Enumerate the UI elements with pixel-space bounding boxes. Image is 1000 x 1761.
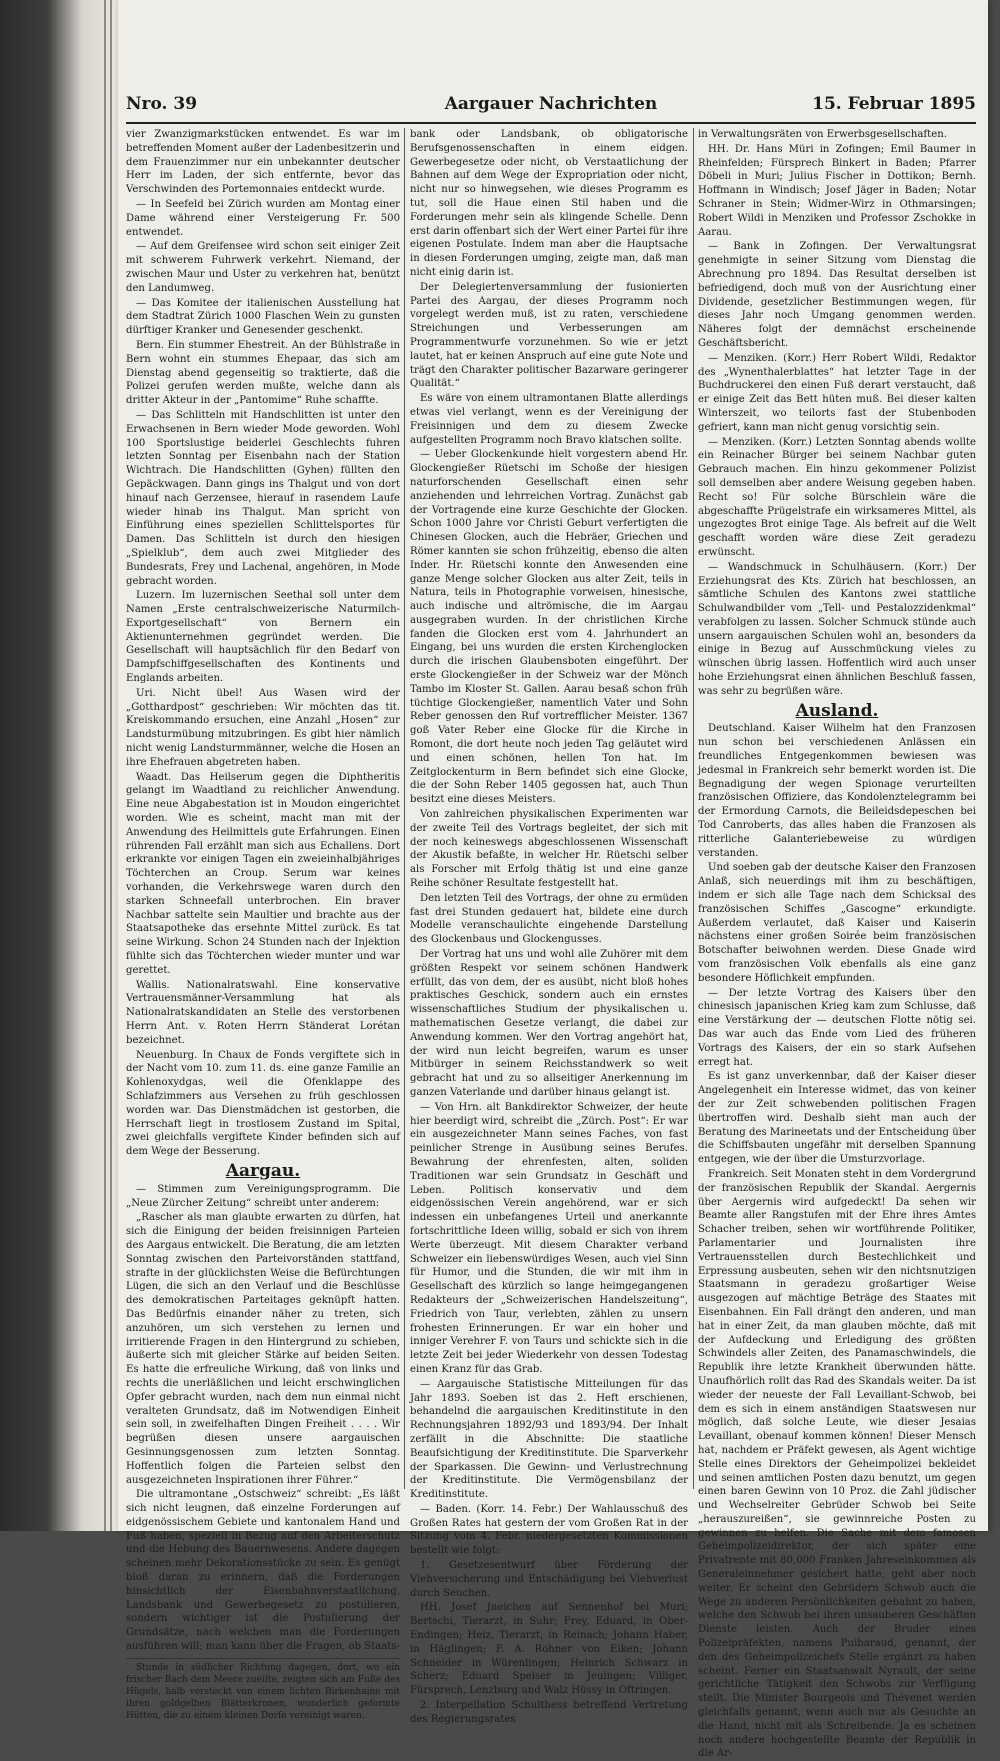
footnote-rule (126, 1658, 400, 1659)
article-paragraph: — Von Hrn. alt Bankdirektor Schweizer, der heute hier beerdigt wird, schreibt die „Zürch. Post“: Er war ein ausgezeichneter Mann seines Faches, von fast peinlicher Strenge in Ausübung seines Berufes. Bewahrung der ehrenfesten, alten, soliden Traditionen war sein Grundsatz in Geschäft und Leben. Politisch konservativ und dem eidgenössischen Verein angehörend, war er sich indessen ein unbefangenes Urteil und anerkannte fortschrittliche Ideen willig, sobald er sich von ihrem Werte überzeugt. Mit diesem Charakter verband Schweizer ein liebenswürdiges Wesen, auch viel Sinn für Humor, und die Stunden, die wir mit ihm in Gesellschaft des kürzlich so lange heimgegangenen Redakteurs der „Schweizerischen Handelszeitung“, Friedrich von Taur, verlebten, zählen zu unsern frohesten Erinnerungen. Er war ein hoher und inniger Verehrer F. von Taurs und schickte sich in die letzte Zeit bei jeder Wiederkehr von dessen Todestag einen Kranz für das Grab. (410, 1101, 688, 1375)
feuilleton-footnote: Stunde in südlicher Richtung dagegen, dort, wo ein frischer Bach dem Meere zueilte, zeigten sich am Fuße des Hügels, halb versteckt von einem lichten Birkenhaine mit ihren goldgelben Blätterkronen, wunderlich geformte Hütten, die zu einem kleinen Dorfe vereinigt waren. (126, 1662, 400, 1721)
article-paragraph: bank oder Landsbank, ob obligatorische Berufsgenossenschaften in einem eidgen. Gewerbegesetze oder nicht, ob Verstaatlichung der Bahnen auf dem Wege der Expropriation oder nicht, nicht nur so hinwegsehen, wie dieses Programm es tut, soll die Haue einen Stil haben und die Forderungen mehr sein als klingende Schelle. Denn erst darin offenbart sich der Wert einer Partei für ihre eigenen Postulate. Indem man aber die Hauptsache in diesen Forderungen umging, zeigte man, daß man nicht einig darin ist. (410, 129, 688, 278)
article-paragraph: — Das Schlitteln mit Handschlitten ist unter den Erwachsenen in Bern wieder Mode geworden. Wohl 100 Sportslustige beiderlei Geschlechts fuhren letzten Sonntag per Eisenbahn nach der Station Wichtrach. Die Handschlitten (Gyhen) füllten den Gepäckwagen. Dann gings ins Thalgut und von dort hinauf nach Gerzensee, hierauf in rasendem Laufe wieder hinab ins Thalgut. Man spricht von Einführung eines speziellen Schlittelsportes für Damen. Das Schlitteln ist durch den hiesigen „Spielklub“, dem auch zwei Mitglieder des Bundesrats, Frey und Lachenal, angehören, in Mode gebracht worden. (126, 409, 400, 587)
issue-number: Nro. 39 (126, 94, 198, 114)
page-header (126, 94, 976, 120)
article-paragraph: in Verwaltungsräten von Erwerbsgesellschaften. (698, 129, 947, 140)
column-3 (698, 128, 976, 1760)
article-paragraph: Die ultramontane „Ostschweiz“ schreibt: „Es läßt sich nicht leugnen, daß einzelne Forderungen auf eidgenössischem Gebiete und kantonalem Hand und Fuß haben, speziell in Bezug auf den Arbeiterschutz und die Hebung des Bauernwesens. Andere dagegen scheinen mehr Dekorationsstücke zu sein. Es genügt bloß daran zu erinnern, daß die Forderungen hinsichtlich der Eisenbahnverstaatlichung, Landsbank und Gewerbegesetz zu postulieren, sondern wichtiger ist die Postulierung der Grundsätze, nach welchen man die Forderungen ausführen will; man kann über die Fragen, ob Staats- (126, 1489, 400, 1653)
article-paragraph: HH. Josef Jneichen auf Sennenhof bei Muri; Bertschi, Tierarzt, in Suhr; Frey, Eduard, in Ober-Endingen; Heiz, Tierarzt, in Reinach; Johann Haber, in Häglingen; F. A. Rohner von Eiken; Johann Schneider in Würenlingen; Heinrich Schwarz in Scherz; Eduard Speiser in Jeuingen; Villiger, Fürsprech, Lenzburg und Walz Hüssy in Oftringen. (410, 1602, 688, 1697)
article-paragraph: Luzern. Im luzernischen Seethal soll unter dem Namen „Erste centralschweizerische Naturmilch-Exportgesellschaft“ von Bernern ein Aktienunternehmen gegründet werden. Die Gesellschaft will hauptsächlich für den Bedarf von Dampfschiffgesellschaften des Kontinents und Englands arbeiten. (126, 590, 400, 685)
article-paragraph: Wallis. Nationalratswahl. Eine konservative Vertrauensmänner-Versammlung hat als Nationalratskandidaten an Stelle des verstorbenen Herrn Ant. v. Roten Herrn Ständerat Lorétan bezeichnet. (126, 979, 400, 1046)
article-paragraph: — Auf dem Greifensee wird schon seit einiger Zeit mit schwerem Fuhrwerk verkehrt. Niemand, der zwischen Maur und Uster zu verkehren hat, benützt den Landumweg. (126, 241, 400, 294)
page-edge-line (104, 0, 106, 1531)
masthead-title: Aargauer Nachrichten (444, 94, 658, 114)
article-paragraph: Den letzten Teil des Vortrags, der ohne zu ermüden fast drei Stunden gedauert hat, bildete eine durch Modelle veranschaulichte eingehende Darstellung des Glockenbaus und Glockengusses. (410, 892, 688, 946)
article-paragraph: — Ueber Glockenkunde hielt vorgestern abend Hr. Glockengießer Rüetschi im Schoße der hiesigen naturforschenden Gesellschaft einen sehr anziehenden und lehrreichen Vortrag. Zunächst gab der Vortragende eine kurze Geschichte der Glocken. Schon 1000 Jahre vor Christi Geburt verfertigten die Chinesen Glocken, auch die Hebräer, Griechen und Römer kannten sie schon frühzeitig, ebenso die alten Inder. Hr. Rüetschi konnte den Anwesenden eine ganze Menge solcher Glocken aus alter Zeit, teils in Natura, teils in Photographie vorweisen, hinesische, auch indische und altrömische, die im Aargau ausgegraben wurden. In der christlichen Kirche fanden die Glocken erst vom 4. Jahrhundert an Eingang, bei uns wurden die ersten Kirchenglocken durch die irischen Glaubensboten eingeführt. Der erste Glockengießer in der Schweiz war der Mönch Tambo im Kloster St. Gallen. Aarau besaß schon früh tüchtige Glockengießer, namentlich Vater und Sohn Reber genossen den Ruf vortrefflicher Meister. 1367 goß Vater Reber eine Glocke für die Kirche in Romont, die dort heute noch jeden Tag geläutet wird und einen schönen, hellen Ton hat. Im Zeitglockenturm in Bern befindet sich eine Glocke, die der Sohn Reber 1405 gegossen hat, auch Thun besitzt eine dieses Meisters. (410, 449, 688, 806)
article-paragraph: — Baden. (Korr. 14. Febr.) Der Wahlausschuß des Großen Rates hat gestern der vom Großen Rat in der Sitzung vom 4. Febr. niedergesetzten Kommissionen bestellt wie folgt: (410, 1503, 688, 1557)
article-paragraph: Es ist ganz unverkennbar, daß der Kaiser dieser Angelegenheit ein Interesse widmet, das von keiner der zur Zeit schwebenden politischen Fragen übertroffen wird. Deshalb sieht man auch der Beratung des Marineetats und der Entscheidung über die Schiffsbauten ungefähr mit derselben Spannung entgegen, wie der über die Umsturzvorlage. (698, 1071, 976, 1166)
article-paragraph: — Der letzte Vortrag des Kaisers über den chinesisch japanischen Krieg kam zum Schlusse, daß eine Verstärkung der — deutschen Flotte nötig sei. Das war auch das Ende vom Lied des früheren Vortrags des Kaisers, der ein so stark Aufsehen erregt hat. (698, 987, 976, 1068)
column-divider (693, 128, 694, 1489)
article-paragraph: — Menziken. (Korr.) Letzten Sonntag abends wollte ein Reinacher Bürger bei seinem Nachbar guten Gebrauch machen. Ein hinzu gekommener Polizist soll demselben aber andere Weisung gegeben haben. Recht so! Für solche Bürschlein wäre die abgeschaffte Prügelstrafe ein wirksameres Mittel, als ungezogtes Brot einige Tage. Als befreit auf die Welt geschafft worden wäre diese Zeit geradezu erwünscht. (698, 436, 976, 558)
article-paragraph: Der Vortrag hat uns und wohl alle Zuhörer mit dem größten Respekt vor seinem schönen Handwerk erfüllt, das von dem, der es ausübt, nicht bloß hohes praktisches Geschick, sondern auch ein ernstes wissenschaftliches Studium der physikalischen u. mathematischen Gesetze verlangt, die dabei zur Anwendung kommen. Wer den Vortrag angehört hat, der wird nun leicht begreifen, warum es unser Mitbürger in seinem Reichsstandwerk so weit gebracht hat und zu so allseitiger Anerkennung im ganzen Vaterlande und darüber hinaus gelangt ist. (410, 949, 688, 1098)
article-paragraph: 1. Gesetzesentwurf über Förderung der Viehversicherung und Entschädigung bei Viehverlust durch Seuchen. (410, 1560, 688, 1599)
header-rule (126, 122, 976, 124)
article-paragraph: — Bank in Zofingen. Der Verwaltungsrat genehmigte in seiner Sitzung vom Dienstag die Abrechnung pro 1894. Das Resultat derselben ist befriedigend, doch muß von der Ausrichtung einer Dividende, gesetzlicher Bestimmungen wegen, für dieses Jahr noch Umgang genommen werden. Näheres folgt der demnächst erscheinende Geschäftsbericht. (698, 241, 976, 349)
article-paragraph: „Rascher als man glaubte erwarten zu dürfen, hat sich die Einigung der beiden freisinnigen Parteien des Aargaus entwickelt. Die Beratung, die am letzten Sonntag zwischen den Parteivorständen stattfand, strafte in der glücklichsten Weise die Befürchtungen Lügen, die sich an den Verlauf und die Beschlüsse des demokratischen Parteitages geknüpft hatten. Das Bedürfnis einander näher zu treten, sich anzuhören, um sich verstehen zu lernen und irritierende Fragen in den Hintergrund zu schieben, äußerte sich mit gleicher Stärke auf beiden Seiten. Es hatte die erfreuliche Wirkung, daß von links und rechts die unerläßlichen und leicht erschwinglichen Opfer gebracht wurden, nach dem nun einmal nicht veralteten Grundsatz, daß im Notwendigen Einheit sein soll, in zweifelhaften Dingen Freiheit . . . . Wir begrüßen diesen unsere aargauischen Gesinnungsgenossen zum letzten Sonntag. Hoffentlich folgen die Parteien selbst den ausgezeichneten Inspirationen ihrer Führer.“ (126, 1212, 400, 1486)
article-paragraph: — Stimmen zum Vereinigungsprogramm. Die „Neue Zürcher Zeitung“ schreibt unter anderem: (126, 1183, 400, 1209)
article-paragraph: Uri. Nicht übel! Aus Wasen wird der „Gotthardpost“ geschrieben: Wir möchten das tit. Kreiskommando ersuchen, eine Anzahl „Hosen“ zur Landsturmübung mitzubringen. Es gibt hier nämlich nicht wenig Landsturmmänner, welche die Hosen an ihre Ehefrauen abgetreten haben. (126, 687, 400, 768)
article-paragraph: Frankreich. Seit Monaten steht in dem Vordergrund der französischen Republik der Skandal. Aergernis über Aergernis wird aufgedeckt! Da sehen wir Beamte aller Rangstufen mit der Ehre ihres Amtes Schacher treiben, sehen wir wortführende Politiker, Parlamentarier und Journalisten ihre Vertrauensstellen durch Bestechlichkeit und Erpressung ausbeuten, sehen wir den nichtsnutzigen Staatsmann in geradezu großartiger Weise ausgezogen auf mächtige Beträge des Staates mit Eisenbahnen. Ein Fall drängt den anderen, und man hat in einer Zeit, da man glauben möchte, daß mit der Aufdeckung und Erledigung des größten Schwindels aller Zeiten, des Panamaschwindels, die Republik ihre letzte Krankheit überwunden hätte. Unaufhörlich rollt das Rad des Skandals weiter. Da ist wieder der neueste der Fall Levaillant-Schwob, bei dem es sich in einem anständigen Staatswesen nur möglich, daß solche Leute, wie dieser Jesaias Levaillant, obenauf kommen können! Dieser Mensch hat, nachdem er Präfekt gewesen, als Agent wichtige Stelle eines Direktors der Geheimpolizei bekleidet und seinen amtlichen Posten dazu benutzt, um gegen einen baren Gewinn von 10 Proz. die Zahl jüdischer und Wechselreiter Gebrüder Schwob bei Seite „herauszureißen“, sie gewinnreiche Posten zu gewinnen zu helfen. Die Sache mit dem famosen Geheimpolizeidirektor, der sich später eine Privatrente mit 80,000 Franken Jahreseinkommen als Generaleinnehmer gesichert hatte, geht aber noch weiter. Er scheint den Gebrüdern Schwob auch die Wege zu anderen Persönlichkeiten gebahnt zu haben, welche den Schwob bei ihren unsauberen Geschäften Dienste leisten. Auch der Bruder eines Polizeipräfekten, namens Puibaraud, genannt, der den des Geheimpolizeichefs Stelle ergänzt zu haben scheint. Ferner ein Staatsanwalt Nyrault, der seine gerichtliche Tätigkeit den Schwobs zur Verfügung stellt. Die Minister Bourgeois und Thévenet werden gleichfalls genannt, wenn auch nur als Gesuchte an die Hand, nicht mit als Schreibende. Ja es scheinen noch andere hochgestellte Beamte der Republik in die Ar- (698, 1168, 976, 1760)
newspaper-page (118, 0, 988, 1760)
column-2 (410, 128, 688, 1725)
article-paragraph: Waadt. Das Heilserum gegen die Diphtheritis gelangt im Waadtland zu reichlicher Anwendung. Eine neue Abgabestation ist in Moudon eingerichtet worden. Wie es scheint, macht man mit der Anwendung des Heilmittels gute Erfahrungen. Einen rührenden Fall erzählt man sich aus Echallens. Dort erkrankte vor einigen Tagen ein zweieinhalbjähriges Töchterchen an Croup. Serum war keines vorhanden, die Verkehrswege waren durch den starken Schneefall unterbrochen. Ein braver Nachbar sattelte sein Maultier und brachte aus der Staatsapotheke das ersehnte Mittel zurück. Es tat seine Wirkung. Schon 24 Stunden nach der Injektion fühlte sich das Töchterchen wieder munter und war gerettet. (126, 771, 400, 976)
article-paragraph: Und soeben gab der deutsche Kaiser den Franzosen Anlaß, sich neuerdings mit ihm zu beschäftigen, indem er sich alle Tage nach dem Schicksal des französischen Schiffes „Gascogne“ erkundigte. Außerdem verlautet, daß Kaiser und Kaiserin nächstens einer großen Soirée beim französischen Botschafter beiwohnen werden. Diese Gnade wird vom französischen Volk ebenfalls als eine ganz besondere Höflichkeit empfunden. (698, 862, 976, 984)
book-edge-left (0, 0, 118, 1531)
article-paragraph: Bern. Ein stummer Ehestreit. An der Bühlstraße in Bern wohnt ein stummes Ehepaar, das sich am Dienstag abend gegenseitig so traktierte, daß die Polizei gerufen werden mußte, welche dann als dritter Akteur in der „Pantomime“ Ruhe schaffte. (126, 339, 400, 407)
page-edge-line (110, 0, 112, 1531)
article-paragraph: vier Zwanzigmarkstücken entwendet. Es war im betreffenden Moment außer der Ladenbesitzerin und dem Frauenzimmer nur ein unbekannter deutscher Herr im Laden, der sich entfernte, bevor das Verschwinden des Portemonnaies entdeckt wurde. (126, 129, 400, 196)
article-paragraph: 2. Interpellation Schulthess betreffend Vertretung des Regierungsrates (410, 1700, 688, 1725)
section-heading-ausland: Ausland. (795, 700, 879, 721)
article-paragraph: — Aargauische Statistische Mitteilungen für das Jahr 1893. Soeben ist das 2. Heft erschienen, behandelnd die aargauischen Kreditinstitute in den Rechnungsjahren 1892/93 und 1893/94. Der Inhalt zerfällt in die Abschnitte: Die staatliche Beaufsichtigung der Kreditinstitute. Die Sparverkehr der Sparkassen. Die Gewinn- und Verlustrechnung der Kreditinstitute. Die Vermögensbilanz der Kreditinstitute. (410, 1378, 688, 1501)
column-1 (126, 128, 400, 1721)
article-paragraph: HH. Dr. Hans Müri in Zofingen; Emil Baumer in Rheinfelden; Fürsprech Binkert in Baden; Pfarrer Döbeli in Muri; Julius Fischer in Dottikon; Bernh. Hoffmann in Windisch; Josef Jäger in Baden; Notar Schraner in Stein; Widmer-Wirz in Othmarsingen; Robert Wildi in Menziken und Professor Zschokke in Aarau. (698, 143, 976, 238)
article-paragraph: Der Delegiertenversammlung der fusionierten Partei des Aargau, der dieses Programm noch vorgelegt werden muß, ist zu raten, verschiedene Streichungen und Verbesserungen am Programmentwurfe vorzunehmen. So wie er jetzt lautet, hat er keinen Anspruch auf eine gute Note und trägt den Charakter politischer Bazarware geringerer Qualität.“ (410, 281, 688, 390)
article-paragraph: Neuenburg. In Chaux de Fonds vergiftete sich in der Nacht vom 10. zum 11. ds. eine ganze Familie an Kohlenoxydgas, weil die Ofenklappe des Schlafzimmers aus Versehen zu früh geschlossen worden war. Das Dienstmädchen ist gestorben, die Herrschaft liegt in trostlosem Zustand im Spital, zwei gleichfalls vergiftete Kinder befinden sich auf dem Wege der Besserung. (126, 1049, 400, 1158)
article-paragraph: — Das Komitee der italienischen Ausstellung hat dem Stadtrat Zürich 1000 Flaschen Wein zu gunsten dürftiger Kranker und Genesender geschenkt. (126, 297, 400, 337)
article-paragraph: Es wäre von einem ultramontanen Blatte allerdings etwas viel verlangt, wenn es der Vereinigung der Freisinnigen und dem zu diesem Zwecke aufgestellten Programm noch Bravo klatschen sollte. (410, 393, 688, 446)
section-heading-aargau: Aargau. (225, 1160, 301, 1181)
article-paragraph: Deutschland. Kaiser Wilhelm hat den Franzosen nun schon bei verschiedenen Anlässen ein freundliches Entgegenkommen bewiesen was jedesmal in Frankreich sehr bemerkt worden ist. Die Begnadigung der wegen Spionage verurteilten französischen Offiziere, das Kondolenztelegramm bei der Ermordung Carnots, die Beileidsdepeschen bei Tod Canroberts, das alles haben die Franzosen als ritterliche Galanteriebeweise zu würdigen verstanden. (698, 723, 976, 859)
article-paragraph: — Menziken. (Korr.) Herr Robert Wildi, Redaktor des „Wynenthalerblattes“ hat letzter Tage in der Buchdruckerei den einen Fuß derart verstaucht, daß er einige Zeit das Bett hüten muß. Bei dieser kalten Winterszeit, wo teilorts fast der Stubenboden gefriert, kann man nicht genug vorsichtig sein. (698, 352, 976, 433)
article-paragraph: — In Seefeld bei Zürich wurden am Montag einer Dame während einer Versteigerung Fr. 500 entwendet. (126, 198, 400, 238)
article-paragraph: Von zahlreichen physikalischen Experimenten war der zweite Teil des Vortrags begleitet, der sich mit der noch keineswegs abgeschlossenen Wissenschaft der Akustik befaßte, in welcher Hr. Rüetschi selber als Forscher mit Erfolg thätig ist und eine ganze Reihe schöner Resultate festgestellt hat. (410, 809, 688, 890)
issue-date: 15. Februar 1895 (812, 94, 976, 114)
column-divider (404, 128, 405, 1489)
article-paragraph: — Wandschmuck in Schulhäusern. (Korr.) Der Erziehungsrat des Kts. Zürich hat beschlossen, an sämtliche Schulen des Kantons zwei stattliche Schulwandbilder vom „Tell- und Pestalozzidenkmal“ verabfolgen zu lassen. Solcher Schmuck stünde auch unsern aargauischen Schulen wohl an, besonders da einige in Bezug auf Ausschmückung vieles zu wünschen übrig lassen. Hoffentlich wird auch unser hohe Erziehungsrat einen ähnlichen Beschluß fassen, was sehr zu begrüßen wäre. (698, 561, 976, 697)
